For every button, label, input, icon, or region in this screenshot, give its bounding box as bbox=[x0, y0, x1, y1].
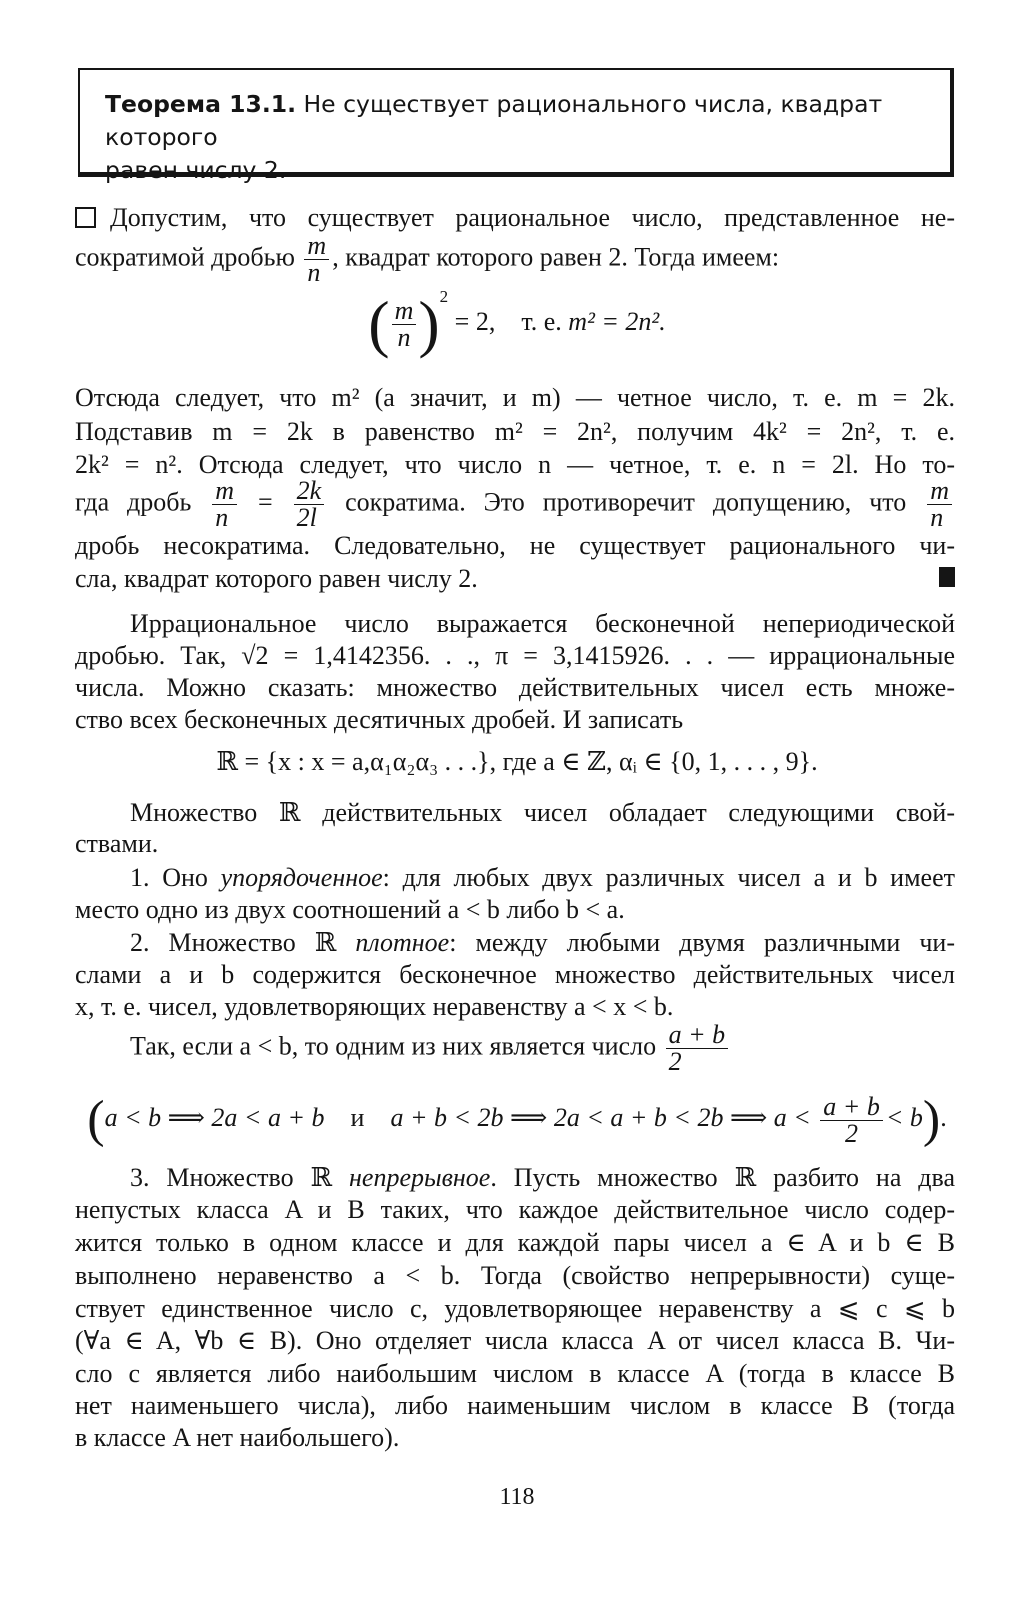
inequality-chain: (a < b ⟹ 2a < a + b и a + b < 2b ⟹ 2a < a + b < 2b ⟹ a < $\frac{a + b}{2}$ < b). bbox=[87, 1091, 947, 1148]
property1-line1: 1. Оно упорядоченное: для любых двух различных чисел a и b имеет bbox=[130, 863, 955, 892]
real-set-formula: ℝ = {x : x = a,α₁α₂α₃ . . .}, где a ∈ ℤ, αᵢ ∈ {0, 1, . . . , 9}. bbox=[216, 747, 818, 776]
property3-line8: нет наименьшего числа), либо наименьшим числом в классе B (тогда bbox=[75, 1391, 955, 1420]
proof-para2-line6: сла, квадрат которого равен числу 2. bbox=[75, 561, 955, 596]
proof-line1: Допустим, что существует рациональное число, представленное не- bbox=[75, 200, 955, 235]
proof-para2-line5: дробь несократима. Следовательно, не существует рационального чи- bbox=[75, 531, 955, 560]
irrational-line3: числа. Можно сказать: множество действительных чисел есть множе- bbox=[75, 673, 955, 702]
property3-line7: сло c является либо наибольшим числом в классе A (тогда в классе B bbox=[75, 1359, 955, 1388]
qed-icon bbox=[939, 567, 955, 587]
property3-line3: жится только в одном классе и для каждой пары чисел a ∈ A и b ∈ B bbox=[75, 1228, 955, 1257]
proof-para2-line2: Подставив m = 2k в равенство m² = 2n², получим 4k² = 2n², т. е. bbox=[75, 417, 955, 446]
property1-line2: место одно из двух соотношений a < b либо b < a. bbox=[75, 895, 625, 924]
properties-intro-line1: Множество ℝ действительных чисел обладает следующими свой- bbox=[130, 798, 955, 827]
property3-line4: выполнено неравенство a < b. Тогда (свойство непрерывности) суще- bbox=[75, 1261, 955, 1290]
theorem-label: Теорема 13.1. bbox=[105, 90, 297, 118]
page-number: 118 bbox=[499, 1484, 535, 1510]
theorem-text bbox=[105, 88, 935, 187]
irrational-line4: ство всех бесконечных десятичных дробей. И записать bbox=[75, 705, 684, 734]
fraction-m-n: $\frac{m}{n}$ bbox=[304, 233, 329, 286]
theorem-statement-line1: Не существует рационального числа, квадрат которого bbox=[105, 90, 883, 151]
theorem-statement-line2: равен числу 2. bbox=[105, 156, 287, 184]
irrational-line2: дробью. Так, √2 = 1,4142356. . ., π = 3,1415926. . . — иррациональные bbox=[75, 641, 955, 670]
property3-line2: непустых класса A и B таких, что каждое действительное число содер- bbox=[75, 1195, 955, 1224]
property3-line9: в классе A нет наибольшего). bbox=[75, 1423, 400, 1452]
proof-para2-line4: гда дробь $\frac{m}{n}$ = $\frac{2k}{2l}$ сократима. Это противоречит допущению, что $\frac{m}{n}$ bbox=[75, 478, 955, 531]
properties-intro-line2: ствами. bbox=[75, 829, 159, 858]
proof-line2: сократимой дробью $\frac{m}{n}$ , квадрат которого равен 2. Тогда имеем: bbox=[75, 231, 780, 287]
property2-line2: слами a и b содержится бесконечное множество действительных чисел bbox=[75, 960, 955, 989]
equation-m-n-squared: ( $\frac{m}{n}$ )$^2$ = 2, т. е. m² = 2n². bbox=[368, 287, 666, 359]
proof-start-icon bbox=[75, 207, 96, 228]
property3-line1: 3. Множество ℝ непрерывное. Пусть множество ℝ разбито на два bbox=[130, 1163, 955, 1192]
property3-line6: (∀a ∈ A, ∀b ∈ B). Оно отделяет числа класса A от чисел класса B. Чи- bbox=[75, 1326, 955, 1355]
proof-para2-line1: Отсюда следует, что m² (а значит, и m) — четное число, т. е. m = 2k. bbox=[75, 383, 955, 412]
proof-para2-line3: 2k² = n². Отсюда следует, что число n — четное, т. е. n = 2l. Но то- bbox=[75, 450, 955, 479]
property3-line5: ствует единственное число c, удовлетворяющее неравенству a ⩽ c ⩽ b bbox=[75, 1294, 955, 1323]
irrational-line1: Иррациональное число выражается бесконечной непериодической bbox=[130, 609, 955, 638]
theorem-box bbox=[78, 68, 954, 184]
midpoint-line: Так, если a < b, то одним из них является число $\frac{a + b}{2}$ bbox=[130, 1022, 955, 1075]
property2-line3: x, т. е. чисел, удовлетворяющих неравенству a < x < b. bbox=[75, 992, 674, 1021]
property2-line1: 2. Множество ℝ плотное: между любыми двумя различными чи- bbox=[130, 928, 955, 957]
